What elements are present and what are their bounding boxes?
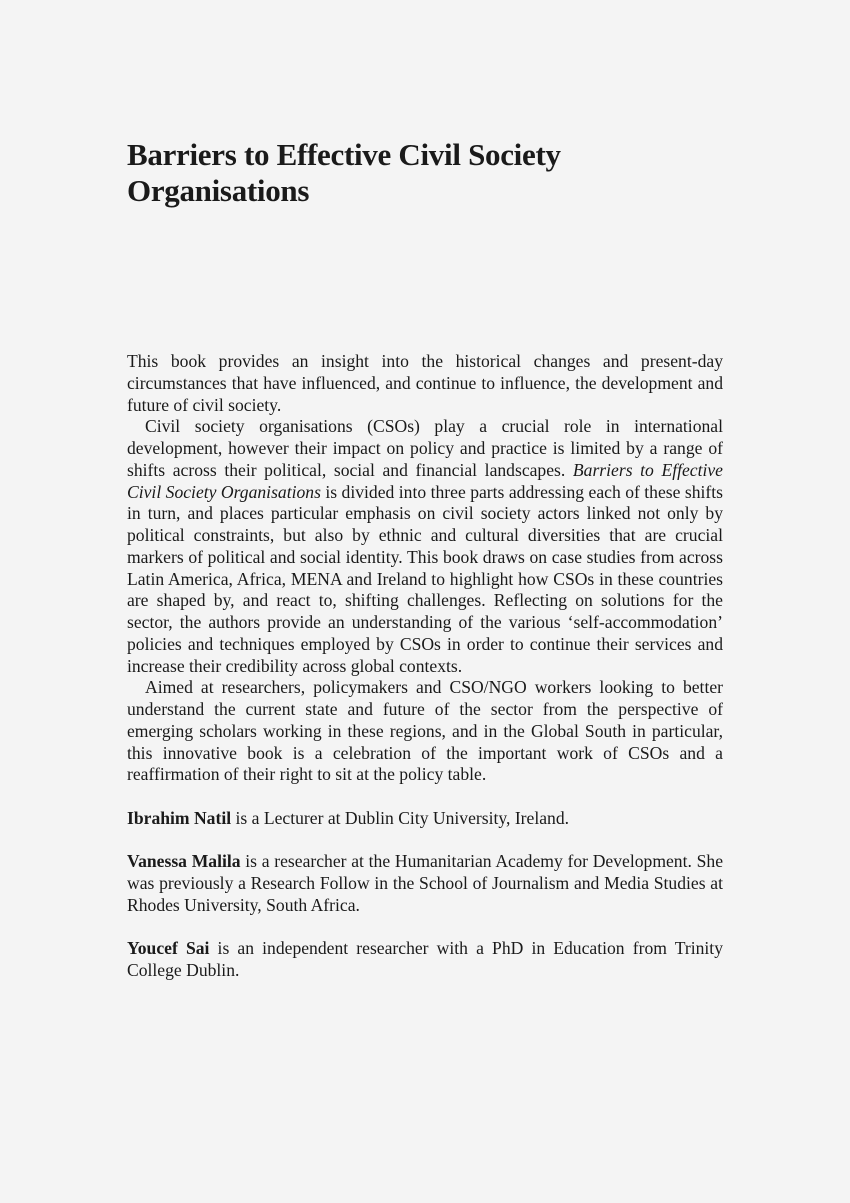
book-title-reference: Barriers to Effective Civil Society Organisations (127, 459, 723, 502)
book-title-line-2: Organisations (127, 173, 310, 208)
book-title (127, 137, 723, 209)
description-paragraph-1: This book provides an insight into the historical changes and present-day circumstances that have influenced, and continue to influence, the development and future of civil society. (127, 351, 723, 415)
author-name: Vanessa Malila (127, 851, 241, 872)
description-paragraph-2-text-start: Civil society organisations (CSOs) play a crucial role in international development, however their impact on policy and practice is limited by a range of shifts across their political, social and financial landscapes. (127, 416, 723, 480)
book-page (127, 0, 723, 1203)
author-bio (127, 851, 723, 916)
author-bio-text: is an independent researcher with a PhD in Education from Trinity College Dublin. (127, 938, 723, 980)
book-description (127, 351, 723, 982)
author-bio-text: is a Lecturer at Dublin City University, Ireland. (231, 807, 570, 828)
author-bio (127, 938, 723, 982)
author-name: Youcef Sai (127, 938, 210, 959)
description-paragraph-3: Aimed at researchers, policymakers and CSO/NGO workers looking to better understand the current state and future of the sector from the perspective of emerging scholars working in these regions, and in the Global South in particular, this innovative book is a celebration of the important work of CSOs and a reaffirmation of their right to sit at the policy table. (127, 677, 723, 785)
description-paragraph-2 (127, 416, 723, 677)
author-bio-text: is a researcher at the Humanitarian Academy for Development. She was previously a Research Follow in the School of Journalism and Media Studies at Rhodes University, South Africa. (127, 851, 723, 915)
author-bio (127, 808, 723, 830)
author-name: Ibrahim Natil (127, 807, 232, 828)
description-paragraph-2-text-end: is divided into three parts addressing each of these shifts in turn, and places particular emphasis on civil society actors linked not only by political constraints, but also by ethnic and cultural diversities that are crucial markers of political and social identity. This book draws on case studies from across Latin America, Africa, MENA and Ireland to highlight how CSOs in these countries are shaped by, and react to, shifting challenges. Reflecting on solutions for the sector, the authors provide an understanding of the various ‘self-accommodation’ policies and techniques employed by CSOs in order to continue their services and increase their credibility across global contexts. (127, 481, 724, 676)
book-title-line-1: Barriers to Effective Civil Society (127, 137, 561, 172)
